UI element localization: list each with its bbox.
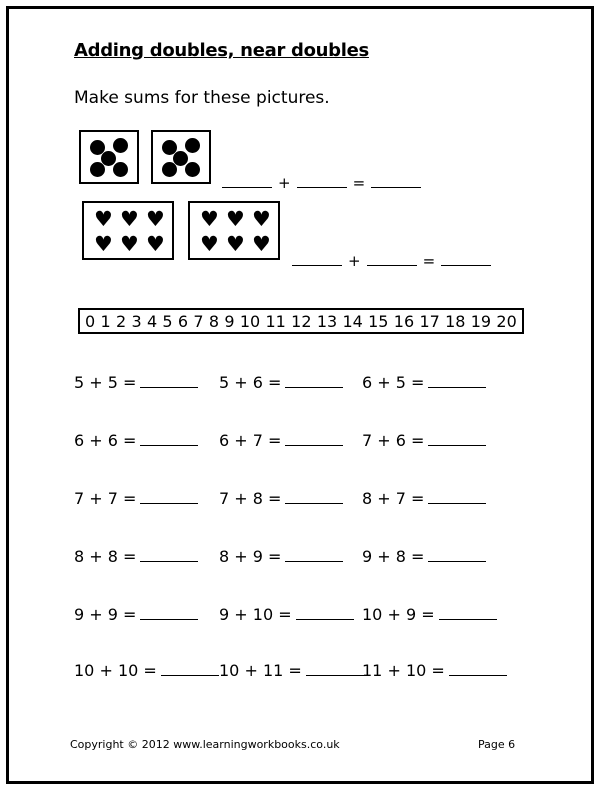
- number-line-value: 1: [100, 311, 111, 331]
- sum-problem: [219, 661, 364, 680]
- sum-problem: [219, 431, 343, 450]
- sum-problem: [74, 605, 198, 624]
- heart-box-right: [188, 201, 280, 260]
- equals-sign: =: [352, 174, 366, 192]
- answer-blank[interactable]: [222, 176, 272, 188]
- number-line-value: 11: [265, 311, 286, 331]
- number-line-value: 0: [85, 311, 96, 331]
- sum-expression: 7 + 7 =: [74, 489, 137, 508]
- heart-icon: ♥: [200, 207, 219, 231]
- number-line-value: 10: [239, 311, 261, 331]
- answer-blank[interactable]: [140, 550, 198, 562]
- number-line-value: 2: [115, 311, 127, 331]
- number-line-value: 4: [146, 311, 158, 331]
- answer-blank[interactable]: [285, 550, 343, 562]
- heart-icon: ♥: [94, 207, 113, 231]
- sum-problem: [74, 661, 219, 680]
- sum-problem: [362, 431, 486, 450]
- sum-expression: 6 + 5 =: [362, 373, 425, 392]
- sum-problem: [74, 489, 198, 508]
- answer-blank[interactable]: [161, 664, 219, 676]
- answer-blank[interactable]: [428, 434, 486, 446]
- answer-blank[interactable]: [140, 434, 198, 446]
- sum-problem: [219, 489, 343, 508]
- number-line-value: 3: [131, 311, 142, 331]
- sum-problem: [74, 547, 198, 566]
- answer-blank[interactable]: [367, 254, 417, 266]
- sum-expression: 7 + 6 =: [362, 431, 425, 450]
- answer-blank[interactable]: [297, 176, 347, 188]
- number-line-value: 5: [162, 311, 173, 331]
- sum-expression: 9 + 10 =: [219, 605, 292, 624]
- dot: [185, 138, 200, 153]
- sum-problem: [219, 605, 354, 624]
- sum-expression: 6 + 7 =: [219, 431, 282, 450]
- number-line-value: 8: [208, 311, 220, 331]
- page-number: Page 6: [478, 738, 516, 751]
- sum-expression: 8 + 7 =: [362, 489, 425, 508]
- answer-blank[interactable]: [140, 608, 198, 620]
- dot-box-right: [151, 130, 211, 184]
- dot: [162, 162, 177, 177]
- dot: [90, 162, 105, 177]
- plus-sign: +: [278, 174, 291, 192]
- picture-equation-1: [222, 174, 421, 192]
- number-line-value: 19: [470, 311, 492, 331]
- number-line-value: 6: [177, 311, 189, 331]
- answer-blank[interactable]: [428, 492, 486, 504]
- heart-icon: ♥: [252, 207, 271, 231]
- sum-problem: [74, 373, 198, 392]
- sum-problem: [362, 661, 507, 680]
- sum-expression: 8 + 9 =: [219, 547, 282, 566]
- heart-icon: ♥: [226, 207, 245, 231]
- heart-icon: ♥: [94, 232, 113, 256]
- number-line-value: 16: [393, 311, 415, 331]
- heart-icon: ♥: [226, 232, 245, 256]
- answer-blank[interactable]: [140, 376, 198, 388]
- sum-expression: 10 + 10 =: [74, 661, 157, 680]
- copyright-footer: Copyright © 2012 www.learningworkbooks.co.uk: [70, 738, 340, 751]
- heart-icon: ♥: [200, 232, 219, 256]
- sum-expression: 10 + 11 =: [219, 661, 302, 680]
- answer-blank[interactable]: [441, 254, 491, 266]
- heart-icon: ♥: [252, 232, 271, 256]
- dot-box-left: [79, 130, 139, 184]
- dot: [113, 138, 128, 153]
- plus-sign: +: [348, 252, 361, 270]
- answer-blank[interactable]: [285, 434, 343, 446]
- dot: [113, 162, 128, 177]
- sum-problem: [74, 431, 198, 450]
- sum-expression: 11 + 10 =: [362, 661, 445, 680]
- sum-problem: [362, 489, 486, 508]
- answer-blank[interactable]: [428, 550, 486, 562]
- number-line-value: 17: [419, 311, 440, 331]
- sum-problem: [219, 547, 343, 566]
- sum-expression: 7 + 8 =: [219, 489, 282, 508]
- dot: [185, 162, 200, 177]
- equals-sign: =: [422, 252, 436, 270]
- number-line: [78, 308, 524, 334]
- answer-blank[interactable]: [296, 608, 354, 620]
- heart-icon: ♥: [146, 232, 165, 256]
- answer-blank[interactable]: [371, 176, 421, 188]
- sum-expression: 10 + 9 =: [362, 605, 435, 624]
- sum-expression: 9 + 9 =: [74, 605, 137, 624]
- heart-icon: ♥: [120, 232, 139, 256]
- answer-blank[interactable]: [428, 376, 486, 388]
- answer-blank[interactable]: [140, 492, 198, 504]
- sum-problem: [362, 605, 497, 624]
- sum-problem: [362, 547, 486, 566]
- worksheet-title: Adding doubles, near doubles: [74, 40, 369, 61]
- answer-blank[interactable]: [306, 664, 364, 676]
- picture-equation-2: [292, 252, 491, 270]
- number-line-value: 13: [316, 311, 338, 331]
- sum-problem: [219, 373, 343, 392]
- instruction-text: Make sums for these pictures.: [74, 88, 330, 108]
- number-line-value: 18: [445, 311, 466, 331]
- number-line-value: 20: [496, 311, 517, 331]
- answer-blank[interactable]: [285, 376, 343, 388]
- number-line-value: 7: [193, 311, 204, 331]
- answer-blank[interactable]: [439, 608, 497, 620]
- answer-blank[interactable]: [285, 492, 343, 504]
- sum-expression: 5 + 5 =: [74, 373, 137, 392]
- sum-problem: [362, 373, 486, 392]
- sum-expression: 8 + 8 =: [74, 547, 137, 566]
- number-line-value: 9: [224, 311, 235, 331]
- sum-expression: 6 + 6 =: [74, 431, 137, 450]
- heart-box-left: [82, 201, 174, 260]
- heart-icon: ♥: [146, 207, 165, 231]
- heart-icon: ♥: [120, 207, 139, 231]
- answer-blank[interactable]: [292, 254, 342, 266]
- number-line-value: 14: [342, 311, 363, 331]
- sum-expression: 9 + 8 =: [362, 547, 425, 566]
- number-line-value: 15: [368, 311, 389, 331]
- number-line-value: 12: [291, 311, 312, 331]
- answer-blank[interactable]: [449, 664, 507, 676]
- sum-expression: 5 + 6 =: [219, 373, 282, 392]
